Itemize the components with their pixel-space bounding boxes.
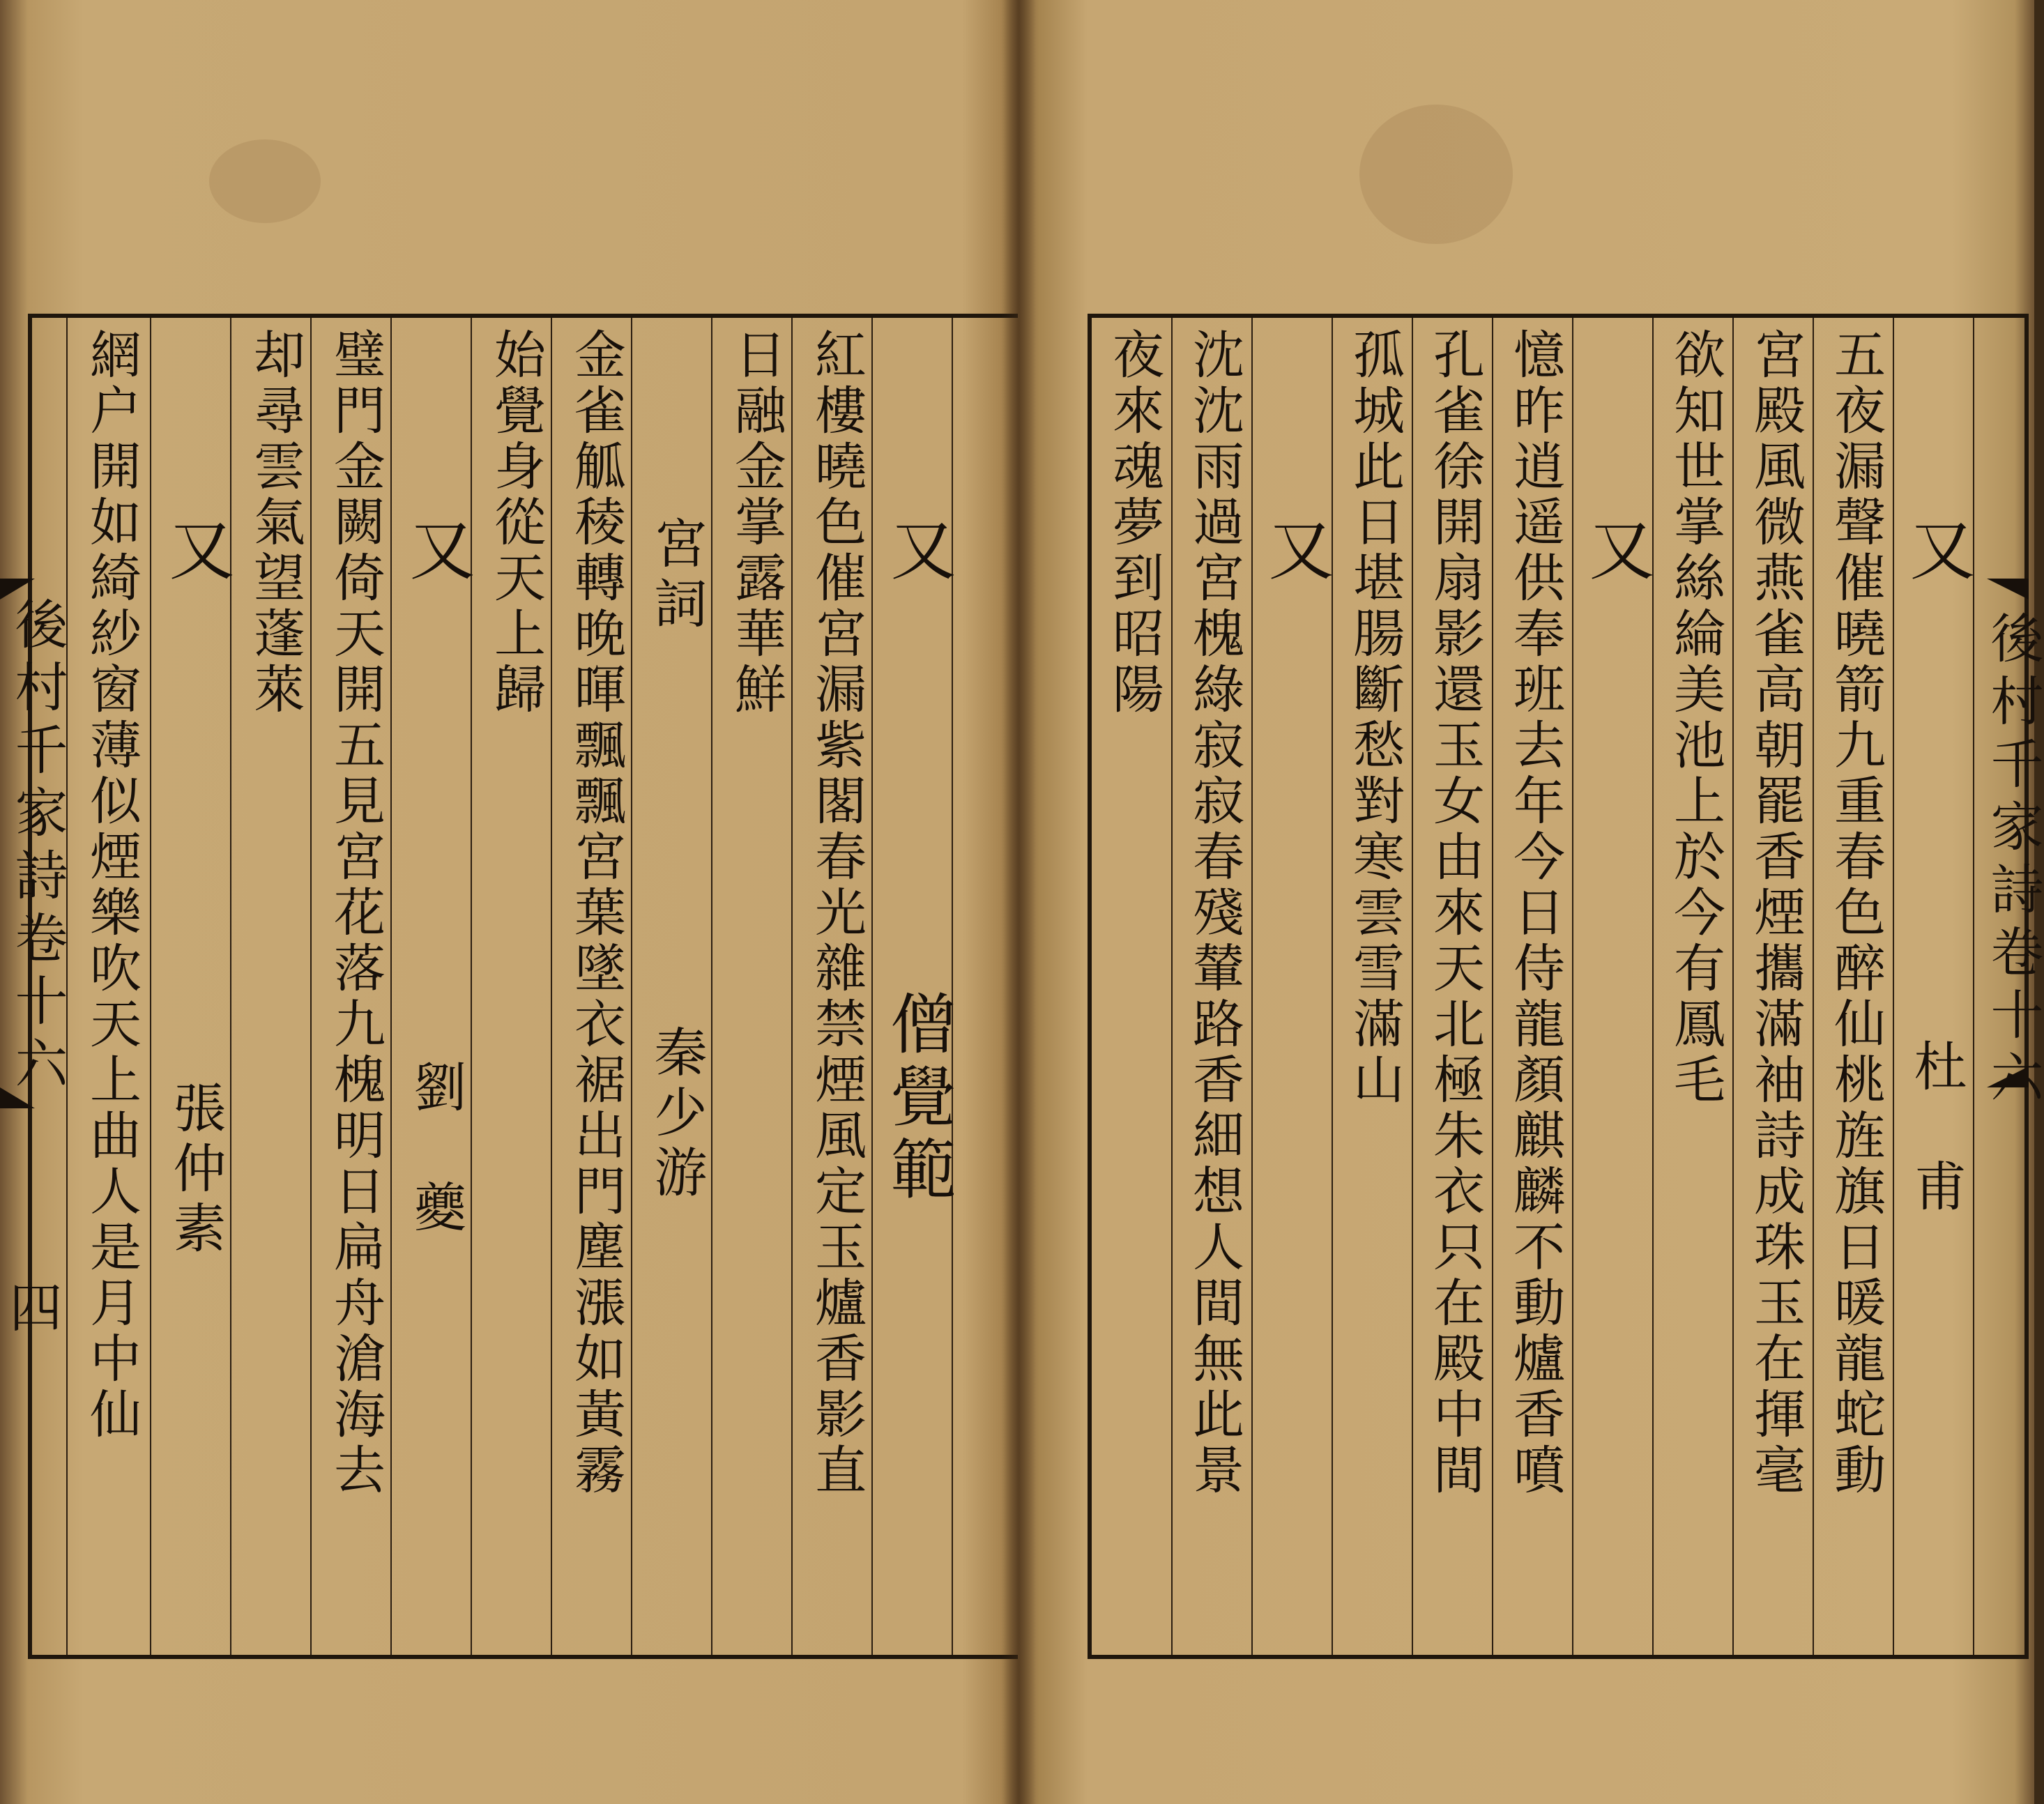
fishtail-mark: [1987, 579, 2029, 599]
poem-line: [1176, 328, 1253, 1652]
poem-line: [1737, 328, 1814, 1652]
poem-line: [1657, 328, 1734, 1652]
left-margin-page: 四: [1, 1280, 63, 1343]
poem-title: 又: [1578, 516, 1654, 588]
poem-title: 又: [398, 516, 474, 588]
column-heading: [1577, 328, 1654, 1652]
right-margin-title: 後村千家詩卷十六: [1982, 611, 2044, 1113]
poem-line: [1336, 328, 1413, 1652]
poem-title: 又: [879, 516, 955, 588]
poem-text: 沈沈雨過宮槐綠寂寂春殘輦路香細想人間無此景: [1184, 328, 1244, 1499]
poem-author: 劉 夔: [405, 1060, 467, 1239]
poem-text: 宮殿風微燕雀高朝罷香煙攜滿袖詩成珠玉在揮毫: [1746, 328, 1806, 1499]
poem-text: 夜來魂夢到昭陽: [1104, 328, 1164, 718]
left-margin-title: 後村千家詩卷十六: [6, 597, 68, 1099]
right-page: [1018, 0, 2044, 1804]
poem-text: 却尋雲氣望蓬萊: [245, 328, 305, 718]
poem-title: 又: [1898, 516, 1974, 588]
poem-text: 孔雀徐開扇影還玉女由來天北極朱衣只在殿中間: [1425, 328, 1485, 1499]
poem-author: 杜 甫: [1905, 1039, 1967, 1218]
poem-line: [478, 328, 554, 1652]
poem-text: 欲知世掌絲綸美池上於今有鳳毛: [1665, 328, 1725, 1108]
fishtail-mark: [0, 579, 35, 599]
poem-line: [73, 328, 150, 1652]
poem-title: 宮詞: [646, 516, 708, 636]
poem-line: [237, 328, 314, 1652]
poem-title: 又: [1257, 516, 1333, 588]
poem-line: [1497, 328, 1573, 1652]
poem-text: 金雀觚稜轉晚暉飄飄宮葉墜衣裾出門塵漲如黃霧: [566, 328, 626, 1499]
poem-text: 五夜漏聲催曉箭九重春色醉仙桃旌旗日暖龍蛇動: [1826, 328, 1886, 1499]
poem-author: 僧覺範: [879, 990, 955, 1207]
column-heading: [1256, 328, 1333, 1652]
poem-line: [1817, 328, 1894, 1652]
poem-text: 紅樓曉色催宮漏紫閣春光雜禁煙風定玉爐香影直: [807, 328, 867, 1499]
poem-text: 孤城此日堪腸斷愁對寒雲雪滿山: [1345, 328, 1405, 1108]
fishtail-mark: [1987, 1067, 2029, 1087]
poem-title: 又: [158, 516, 234, 588]
poem-line: [1096, 328, 1173, 1652]
poem-line: [558, 328, 634, 1652]
poem-author: 秦少游: [646, 1025, 708, 1205]
poem-line: [718, 328, 795, 1652]
poem-text: 日融金掌露華鮮: [726, 328, 786, 718]
poem-line: [317, 328, 394, 1652]
left-page: [0, 0, 1018, 1804]
column-heading: [878, 328, 955, 1652]
poem-text: 憶昨逍遥供奉班去年今日侍龍顏麒麟不動爐香噴: [1505, 328, 1565, 1499]
column-heading: [638, 328, 715, 1652]
poem-author: 張仲素: [165, 1080, 227, 1260]
poem-text: 璧門金闕倚天開五見宮花落九槐明日扁舟滄海去: [326, 328, 386, 1499]
column-heading: [157, 328, 234, 1652]
poem-line: [1417, 328, 1493, 1652]
poem-line: [798, 328, 875, 1652]
poem-text: 始覺身從天上歸: [486, 328, 546, 718]
poem-text: 網户開如綺紗窗薄似煙樂吹天上曲人是月中仙: [82, 328, 142, 1443]
fishtail-mark: [0, 1087, 35, 1108]
column-heading: [397, 328, 474, 1652]
column-heading: [1898, 328, 1974, 1652]
